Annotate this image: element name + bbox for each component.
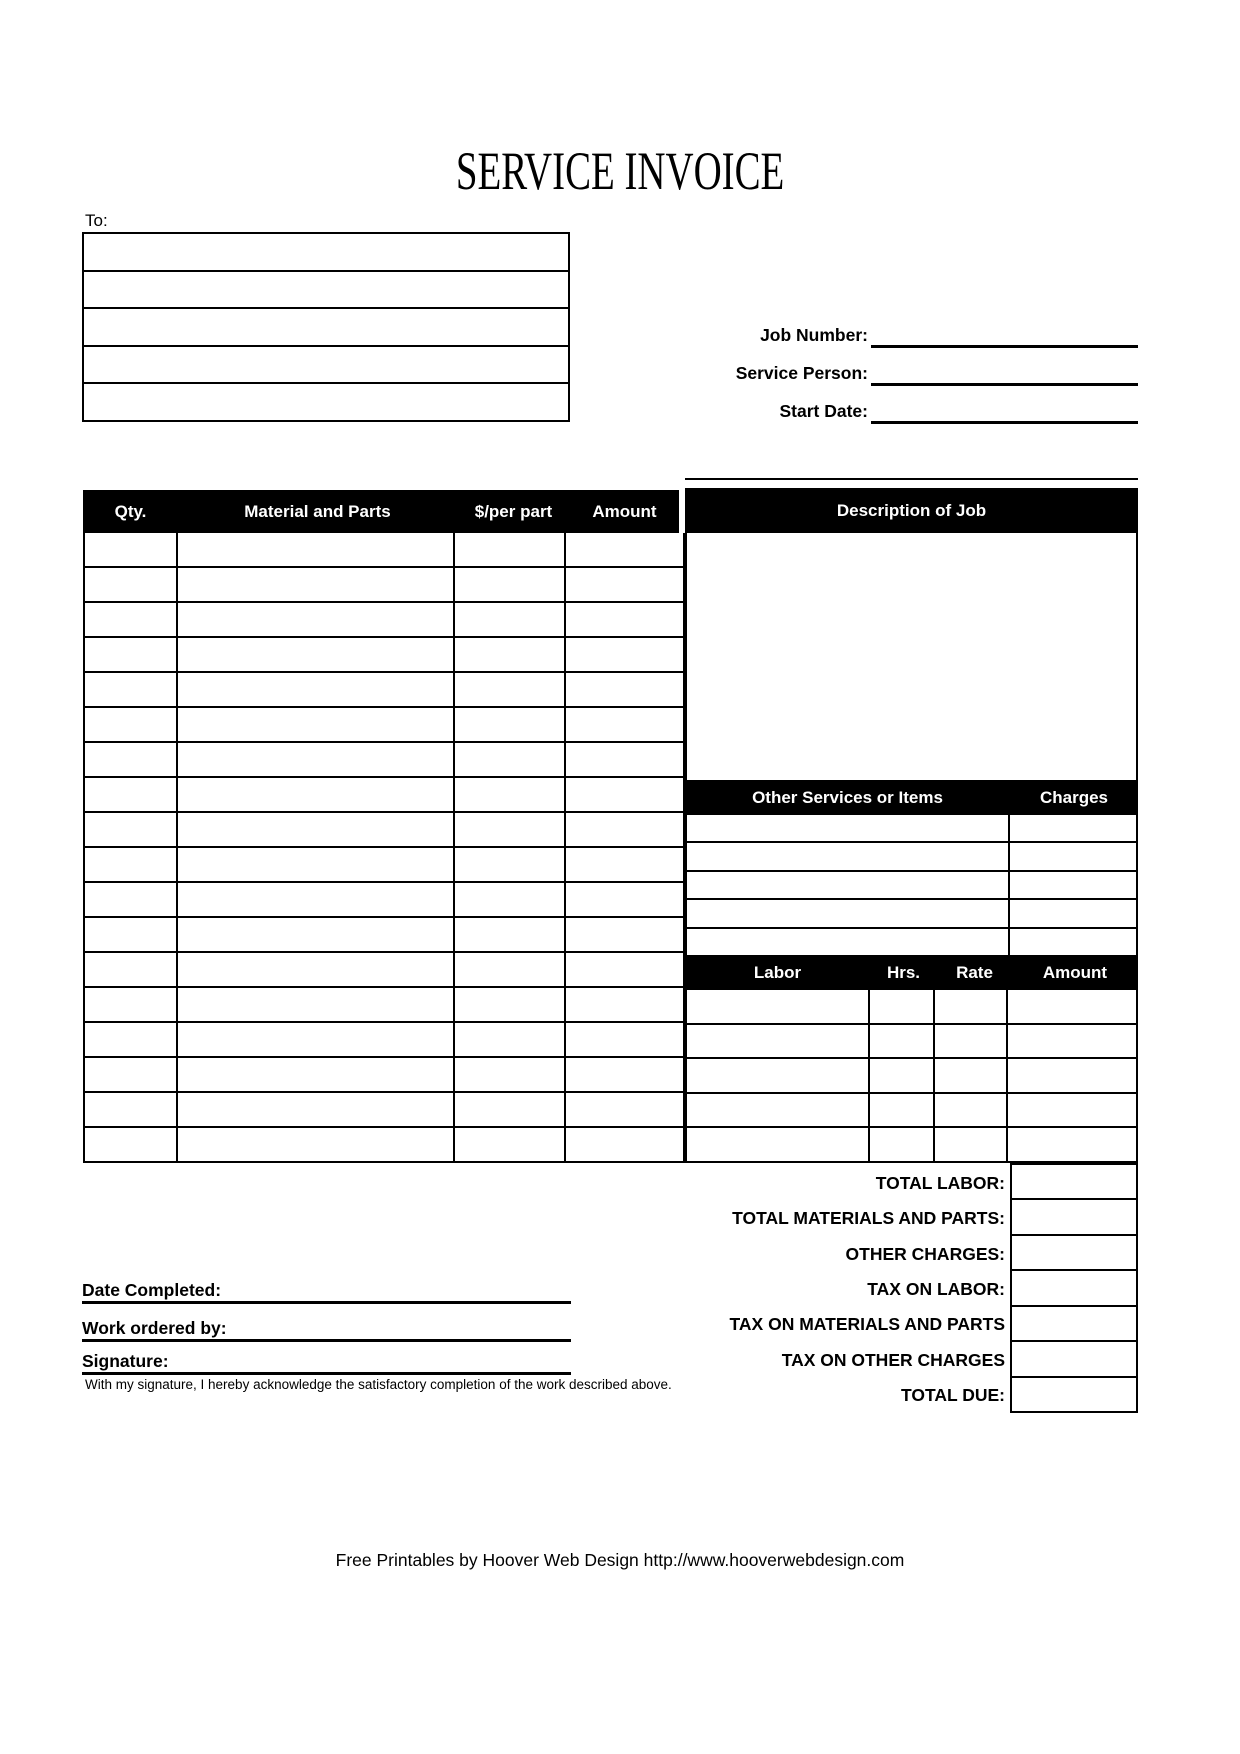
materials-table-row	[85, 778, 683, 813]
qty-cell[interactable]	[85, 1023, 178, 1056]
hrs-cell[interactable]	[870, 1059, 935, 1092]
total-value-box[interactable]	[1012, 1342, 1136, 1377]
material-cell[interactable]	[178, 568, 455, 601]
service-item-cell[interactable]	[687, 900, 1010, 926]
amount-cell[interactable]	[566, 813, 683, 846]
service-item-cell[interactable]	[687, 929, 1010, 955]
hrs-cell[interactable]	[870, 1128, 935, 1161]
material-cell[interactable]	[178, 1058, 455, 1091]
rate-cell[interactable]	[935, 1025, 1008, 1058]
description-header	[685, 488, 1138, 533]
total-labor-label: TOTAL LABOR:	[875, 1173, 1005, 1194]
service-person-label: Service Person:	[735, 363, 868, 383]
amount-cell[interactable]	[566, 778, 683, 811]
material-cell[interactable]	[178, 953, 455, 986]
labor-cell[interactable]	[687, 1025, 870, 1058]
hrs-cell[interactable]	[870, 1094, 935, 1127]
amount-cell[interactable]	[566, 848, 683, 881]
to-address-line[interactable]	[84, 234, 568, 272]
amount-cell[interactable]	[566, 918, 683, 951]
charges-header-label: Charges	[1039, 787, 1109, 807]
hrs-column-header: Hrs.	[886, 962, 921, 982]
per-part-cell[interactable]	[455, 603, 566, 636]
other-services-header-label: Other Services or Items	[752, 787, 943, 807]
qty-cell[interactable]	[85, 988, 178, 1021]
total-due-label: TOTAL DUE:	[900, 1384, 1005, 1405]
totals-boxes	[1010, 1163, 1138, 1413]
per-part-cell[interactable]	[455, 1058, 566, 1091]
service-person-input-line[interactable]	[871, 383, 1138, 386]
labor-amount-cell[interactable]	[1008, 1094, 1136, 1127]
amount-cell[interactable]	[566, 638, 683, 671]
materials-table-row	[85, 638, 683, 673]
qty-cell[interactable]	[85, 533, 178, 566]
charge-cell[interactable]	[1010, 815, 1136, 841]
work-ordered-by-label: Work ordered by:	[82, 1318, 227, 1338]
tax-on-labor-label: TAX ON LABOR:	[867, 1278, 1005, 1299]
material-cell[interactable]	[178, 708, 455, 741]
work-ordered-by-input-line[interactable]	[82, 1339, 571, 1342]
materials-table-row	[85, 848, 683, 883]
amount-cell[interactable]	[566, 743, 683, 776]
qty-cell[interactable]	[85, 1093, 178, 1126]
job-number-label: Job Number:	[760, 325, 868, 345]
material-cell[interactable]	[178, 673, 455, 706]
labor-amount-column-header: Amount	[1042, 962, 1108, 982]
materials-table-row	[85, 918, 683, 953]
other-services-row	[687, 843, 1136, 871]
material-cell[interactable]	[178, 918, 455, 951]
materials-table-row	[85, 1093, 683, 1128]
materials-table-row	[85, 533, 683, 568]
labor-cell[interactable]	[687, 1128, 870, 1161]
per-part-cell[interactable]	[455, 673, 566, 706]
page-title: SERVICE INVOICE	[455, 141, 785, 201]
material-cell[interactable]	[178, 848, 455, 881]
tax-on-other-charges-label: TAX ON OTHER CHARGES	[781, 1349, 1005, 1370]
per-part-cell[interactable]	[455, 848, 566, 881]
per-part-cell[interactable]	[455, 918, 566, 951]
material-cell[interactable]	[178, 988, 455, 1021]
material-cell[interactable]	[178, 778, 455, 811]
start-date-input-line[interactable]	[871, 421, 1138, 424]
materials-table-row	[85, 1058, 683, 1093]
page-title-wrap	[0, 141, 1240, 201]
qty-cell[interactable]	[85, 813, 178, 846]
start-date-label: Start Date:	[779, 401, 868, 421]
amount-cell[interactable]	[566, 1128, 683, 1161]
other-services-rows	[685, 815, 1138, 955]
per-part-cell[interactable]	[455, 883, 566, 916]
per-part-cell[interactable]	[455, 1023, 566, 1056]
charge-cell[interactable]	[1010, 843, 1136, 869]
labor-table-row	[687, 990, 1136, 1025]
description-top-border	[685, 478, 1138, 480]
other-services-row	[687, 900, 1136, 928]
rate-cell[interactable]	[935, 1128, 1008, 1161]
qty-cell[interactable]	[85, 673, 178, 706]
material-cell[interactable]	[178, 1093, 455, 1126]
total-value-box[interactable]	[1012, 1165, 1136, 1200]
other-services-row	[687, 815, 1136, 843]
material-cell[interactable]	[178, 1128, 455, 1161]
material-cell[interactable]	[178, 813, 455, 846]
material-cell[interactable]	[178, 883, 455, 916]
totals-labels	[420, 1166, 1005, 1413]
per-part-cell[interactable]	[455, 778, 566, 811]
labor-amount-cell[interactable]	[1008, 1059, 1136, 1092]
qty-cell[interactable]	[85, 1128, 178, 1161]
hrs-cell[interactable]	[870, 1025, 935, 1058]
per-part-cell[interactable]	[455, 1093, 566, 1126]
amount-cell[interactable]	[566, 708, 683, 741]
signature-disclaimer: With my signature, I hereby acknowledge the satisfactory completion of the work described above.	[85, 1377, 672, 1392]
qty-cell[interactable]	[85, 918, 178, 951]
labor-amount-cell[interactable]	[1008, 1128, 1136, 1161]
date-completed-input-line[interactable]	[82, 1301, 571, 1304]
total-value-box[interactable]	[1012, 1378, 1136, 1411]
labor-table-row	[687, 1025, 1136, 1060]
total-value-box[interactable]	[1012, 1271, 1136, 1306]
materials-table-body	[83, 533, 685, 1163]
to-address-box[interactable]	[82, 232, 570, 422]
labor-cell[interactable]	[687, 990, 870, 1023]
to-label: To:	[85, 211, 108, 230]
labor-cell[interactable]	[687, 1059, 870, 1092]
materials-table-row	[85, 813, 683, 848]
labor-table-header	[685, 955, 1138, 990]
amount-cell[interactable]	[566, 673, 683, 706]
materials-table-header	[83, 490, 679, 533]
amount-cell[interactable]	[566, 988, 683, 1021]
per-part-cell[interactable]	[455, 988, 566, 1021]
labor-cell[interactable]	[687, 1094, 870, 1127]
rate-column-header: Rate	[956, 962, 993, 982]
rate-cell[interactable]	[935, 990, 1008, 1023]
per-part-cell[interactable]	[455, 638, 566, 671]
amount-cell[interactable]	[566, 568, 683, 601]
per-part-cell[interactable]	[455, 813, 566, 846]
labor-table-row	[687, 1094, 1136, 1129]
qty-cell[interactable]	[85, 743, 178, 776]
total-value-box[interactable]	[1012, 1236, 1136, 1271]
material-column-header: Material and Parts	[244, 501, 391, 521]
labor-table-body	[685, 990, 1138, 1163]
labor-amount-cell[interactable]	[1008, 1025, 1136, 1058]
labor-table-row	[687, 1059, 1136, 1094]
material-cell[interactable]	[178, 603, 455, 636]
materials-table-row	[85, 1023, 683, 1058]
materials-table-row	[85, 1128, 683, 1161]
amount-cell[interactable]	[566, 1058, 683, 1091]
charge-cell[interactable]	[1010, 929, 1136, 955]
total-value-box[interactable]	[1012, 1200, 1136, 1235]
materials-table-row	[85, 743, 683, 778]
service-item-cell[interactable]	[687, 872, 1010, 898]
job-number-input-line[interactable]	[871, 345, 1138, 348]
other-services-row	[687, 872, 1136, 900]
qty-cell[interactable]	[85, 953, 178, 986]
qty-cell[interactable]	[85, 1058, 178, 1091]
materials-table-row	[85, 988, 683, 1023]
service-item-cell[interactable]	[687, 815, 1010, 841]
amount-cell[interactable]	[566, 883, 683, 916]
materials-table-row	[85, 568, 683, 603]
amount-cell[interactable]	[566, 1023, 683, 1056]
qty-cell[interactable]	[85, 883, 178, 916]
materials-table-row	[85, 708, 683, 743]
description-of-job-area[interactable]	[685, 533, 1138, 780]
qty-cell[interactable]	[85, 568, 178, 601]
materials-table-row	[85, 883, 683, 918]
to-address-line[interactable]	[84, 347, 568, 385]
materials-table-row	[85, 673, 683, 708]
qty-cell[interactable]	[85, 638, 178, 671]
total-value-box[interactable]	[1012, 1307, 1136, 1342]
charge-cell[interactable]	[1010, 900, 1136, 926]
per-part-cell[interactable]	[455, 953, 566, 986]
material-cell[interactable]	[178, 638, 455, 671]
amount-column-header: Amount	[592, 501, 657, 521]
other-services-header	[685, 780, 1138, 815]
total-materials-label: TOTAL MATERIALS AND PARTS:	[732, 1208, 1005, 1229]
labor-column-header: Labor	[753, 962, 802, 982]
amount-cell[interactable]	[566, 953, 683, 986]
per-part-cell[interactable]	[455, 708, 566, 741]
amount-cell[interactable]	[566, 1093, 683, 1126]
other-services-row	[687, 929, 1136, 955]
material-cell[interactable]	[178, 1023, 455, 1056]
per-part-cell[interactable]	[455, 533, 566, 566]
footer-credit: Free Printables by Hoover Web Design http://www.hooverwebdesign.com	[335, 1550, 905, 1570]
materials-table-row	[85, 603, 683, 638]
charge-cell[interactable]	[1010, 872, 1136, 898]
to-address-line[interactable]	[84, 384, 568, 420]
service-item-cell[interactable]	[687, 843, 1010, 869]
amount-cell[interactable]	[566, 603, 683, 636]
description-header-label: Description of Job	[836, 500, 987, 520]
amount-cell[interactable]	[566, 533, 683, 566]
qty-cell[interactable]	[85, 603, 178, 636]
other-charges-label: OTHER CHARGES:	[845, 1243, 1005, 1264]
per-part-cell[interactable]	[455, 568, 566, 601]
to-address-line[interactable]	[84, 309, 568, 347]
rate-cell[interactable]	[935, 1094, 1008, 1127]
qty-cell[interactable]	[85, 778, 178, 811]
per-part-column-header: $/per part	[474, 501, 553, 521]
qty-cell[interactable]	[85, 848, 178, 881]
qty-column-header: Qty.	[114, 501, 147, 521]
to-address-line[interactable]	[84, 272, 568, 310]
material-cell[interactable]	[178, 743, 455, 776]
signature-input-line[interactable]	[82, 1372, 571, 1375]
date-completed-label: Date Completed:	[82, 1280, 222, 1300]
labor-table-row	[687, 1128, 1136, 1161]
material-cell[interactable]	[178, 533, 455, 566]
qty-cell[interactable]	[85, 708, 178, 741]
materials-table-row	[85, 953, 683, 988]
rate-cell[interactable]	[935, 1059, 1008, 1092]
per-part-cell[interactable]	[455, 743, 566, 776]
labor-amount-cell[interactable]	[1008, 990, 1136, 1023]
per-part-cell[interactable]	[455, 1128, 566, 1161]
tax-on-materials-label: TAX ON MATERIALS AND PARTS	[729, 1314, 1005, 1335]
signature-label: Signature:	[82, 1351, 169, 1371]
hrs-cell[interactable]	[870, 990, 935, 1023]
